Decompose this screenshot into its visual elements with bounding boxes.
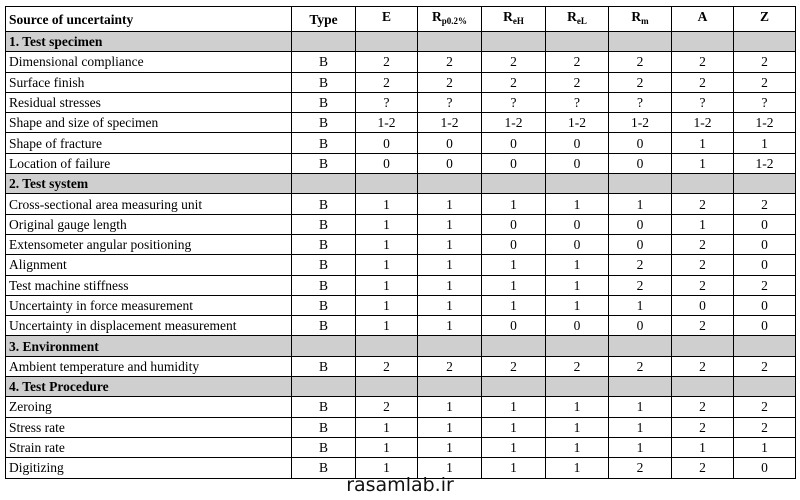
value-cell: 2 bbox=[734, 52, 796, 72]
col-header-rel: $R_{eL}$ bbox=[546, 7, 609, 32]
value-cell: 2 bbox=[546, 356, 609, 376]
value-cell: 1-2 bbox=[672, 113, 734, 133]
value-cell: 1 bbox=[482, 295, 546, 315]
value-cell: 1 bbox=[356, 194, 418, 214]
value-cell: 2 bbox=[356, 397, 418, 417]
section-blank-cell bbox=[546, 32, 609, 52]
value-cell: 1 bbox=[482, 275, 546, 295]
type-cell: B bbox=[292, 417, 356, 437]
type-cell: B bbox=[292, 234, 356, 254]
value-cell: 2 bbox=[546, 72, 609, 92]
value-cell: 2 bbox=[356, 52, 418, 72]
value-cell: 1 bbox=[734, 437, 796, 457]
value-cell: 1-2 bbox=[356, 113, 418, 133]
table-row bbox=[6, 417, 796, 437]
section-blank-cell bbox=[482, 174, 546, 194]
col-header-e: E bbox=[356, 7, 418, 32]
value-cell: 1 bbox=[482, 437, 546, 457]
table-row bbox=[6, 214, 796, 234]
source-cell: Residual stresses bbox=[6, 92, 292, 112]
section-title: 1. Test specimen bbox=[6, 32, 292, 52]
value-cell: 0 bbox=[418, 153, 482, 173]
value-cell: 1 bbox=[672, 133, 734, 153]
value-cell: 1 bbox=[418, 214, 482, 234]
value-cell: 0 bbox=[356, 133, 418, 153]
value-cell: 0 bbox=[734, 234, 796, 254]
value-cell: 1-2 bbox=[609, 113, 672, 133]
section-blank-cell bbox=[734, 174, 796, 194]
value-cell: 2 bbox=[672, 356, 734, 376]
section-blank-cell bbox=[672, 174, 734, 194]
type-cell: B bbox=[292, 194, 356, 214]
value-cell: 1 bbox=[356, 417, 418, 437]
value-cell: 1-2 bbox=[546, 113, 609, 133]
value-cell: 2 bbox=[609, 356, 672, 376]
value-cell: ? bbox=[418, 92, 482, 112]
value-cell: 1 bbox=[418, 316, 482, 336]
type-cell: B bbox=[292, 316, 356, 336]
col-header-reh: $R_{eH}$ bbox=[482, 7, 546, 32]
source-cell: Original gauge length bbox=[6, 214, 292, 234]
type-cell: B bbox=[292, 214, 356, 234]
value-cell: 2 bbox=[609, 458, 672, 478]
value-cell: 2 bbox=[672, 397, 734, 417]
value-cell: 1 bbox=[609, 437, 672, 457]
value-cell: 1 bbox=[672, 153, 734, 173]
value-cell: 0 bbox=[609, 234, 672, 254]
value-cell: 1-2 bbox=[418, 113, 482, 133]
source-header: Source of uncertainty bbox=[6, 7, 292, 32]
type-cell: B bbox=[292, 133, 356, 153]
type-cell: B bbox=[292, 92, 356, 112]
value-cell: 1 bbox=[418, 275, 482, 295]
value-cell: 2 bbox=[609, 255, 672, 275]
value-cell: 1 bbox=[356, 275, 418, 295]
value-cell: 2 bbox=[672, 275, 734, 295]
value-cell: 1-2 bbox=[734, 153, 796, 173]
value-cell: 1 bbox=[356, 458, 418, 478]
source-cell: Extensometer angular positioning bbox=[6, 234, 292, 254]
value-cell: 1 bbox=[609, 397, 672, 417]
value-cell: 2 bbox=[672, 234, 734, 254]
value-cell: 0 bbox=[734, 255, 796, 275]
col-header-rp02: $R_{p0.2\%}$ bbox=[418, 7, 482, 32]
table-row bbox=[6, 133, 796, 153]
value-cell: 2 bbox=[418, 52, 482, 72]
section-row bbox=[6, 377, 796, 397]
value-cell: 1 bbox=[546, 458, 609, 478]
value-cell: 1-2 bbox=[482, 113, 546, 133]
source-cell: Shape of fracture bbox=[6, 133, 292, 153]
section-blank-cell bbox=[734, 32, 796, 52]
value-cell: 1 bbox=[672, 214, 734, 234]
value-cell: 1 bbox=[482, 458, 546, 478]
value-cell: 0 bbox=[482, 153, 546, 173]
section-blank-cell bbox=[546, 336, 609, 356]
section-blank-cell bbox=[482, 377, 546, 397]
section-blank-cell bbox=[356, 377, 418, 397]
value-cell: 0 bbox=[482, 316, 546, 336]
value-cell: 0 bbox=[482, 214, 546, 234]
value-cell: 2 bbox=[356, 356, 418, 376]
value-cell: 1 bbox=[418, 194, 482, 214]
section-row bbox=[6, 32, 796, 52]
value-cell: 2 bbox=[609, 275, 672, 295]
table-header-row bbox=[6, 7, 796, 32]
table-row bbox=[6, 153, 796, 173]
value-cell: 1 bbox=[482, 417, 546, 437]
section-blank-cell bbox=[609, 32, 672, 52]
section-blank-cell bbox=[292, 32, 356, 52]
value-cell: 1 bbox=[546, 255, 609, 275]
table-row bbox=[6, 397, 796, 417]
value-cell: 2 bbox=[672, 255, 734, 275]
type-cell: B bbox=[292, 72, 356, 92]
value-cell: 2 bbox=[734, 275, 796, 295]
value-cell: 1 bbox=[356, 295, 418, 315]
value-cell: 1 bbox=[546, 275, 609, 295]
section-blank-cell bbox=[356, 174, 418, 194]
value-cell: 2 bbox=[734, 397, 796, 417]
value-cell: 2 bbox=[672, 52, 734, 72]
section-blank-cell bbox=[609, 336, 672, 356]
source-cell: Dimensional compliance bbox=[6, 52, 292, 72]
value-cell: ? bbox=[482, 92, 546, 112]
section-blank-cell bbox=[734, 377, 796, 397]
value-cell: ? bbox=[356, 92, 418, 112]
section-blank-cell bbox=[292, 174, 356, 194]
value-cell: 0 bbox=[546, 153, 609, 173]
value-cell: 2 bbox=[672, 194, 734, 214]
type-cell: B bbox=[292, 458, 356, 478]
value-cell: 2 bbox=[609, 52, 672, 72]
value-cell: 2 bbox=[672, 458, 734, 478]
value-cell: 1-2 bbox=[734, 113, 796, 133]
type-header: Type bbox=[292, 7, 356, 32]
value-cell: 0 bbox=[609, 316, 672, 336]
value-cell: 2 bbox=[734, 356, 796, 376]
value-cell: 1 bbox=[482, 194, 546, 214]
value-cell: 1 bbox=[418, 397, 482, 417]
value-cell: 2 bbox=[418, 72, 482, 92]
section-blank-cell bbox=[418, 174, 482, 194]
table-row bbox=[6, 295, 796, 315]
value-cell: 2 bbox=[546, 52, 609, 72]
value-cell: 2 bbox=[418, 356, 482, 376]
type-cell: B bbox=[292, 255, 356, 275]
type-cell: B bbox=[292, 295, 356, 315]
source-cell: Shape and size of specimen bbox=[6, 113, 292, 133]
table-row bbox=[6, 52, 796, 72]
value-cell: 0 bbox=[734, 214, 796, 234]
value-cell: 1 bbox=[482, 255, 546, 275]
value-cell: 1 bbox=[356, 437, 418, 457]
table-row bbox=[6, 234, 796, 254]
section-row bbox=[6, 174, 796, 194]
section-blank-cell bbox=[672, 377, 734, 397]
value-cell: 2 bbox=[482, 72, 546, 92]
source-cell: Uncertainty in displacement measurement bbox=[6, 316, 292, 336]
value-cell: 2 bbox=[734, 194, 796, 214]
section-blank-cell bbox=[672, 32, 734, 52]
value-cell: 0 bbox=[734, 458, 796, 478]
value-cell: 1 bbox=[546, 417, 609, 437]
value-cell: 1 bbox=[418, 234, 482, 254]
table-body bbox=[6, 32, 796, 479]
table-row bbox=[6, 92, 796, 112]
value-cell: 2 bbox=[482, 356, 546, 376]
value-cell: 2 bbox=[734, 417, 796, 437]
value-cell: 1 bbox=[609, 295, 672, 315]
value-cell: ? bbox=[672, 92, 734, 112]
value-cell: 0 bbox=[734, 295, 796, 315]
value-cell: 1 bbox=[609, 417, 672, 437]
table-row bbox=[6, 275, 796, 295]
source-cell: Uncertainty in force measurement bbox=[6, 295, 292, 315]
value-cell: 0 bbox=[418, 133, 482, 153]
source-cell: Stress rate bbox=[6, 417, 292, 437]
value-cell: 2 bbox=[672, 72, 734, 92]
section-blank-cell bbox=[546, 174, 609, 194]
value-cell: 2 bbox=[482, 52, 546, 72]
section-blank-cell bbox=[482, 336, 546, 356]
section-blank-cell bbox=[482, 32, 546, 52]
table-row bbox=[6, 194, 796, 214]
value-cell: 1 bbox=[482, 397, 546, 417]
section-blank-cell bbox=[356, 336, 418, 356]
col-header-z: Z bbox=[734, 7, 796, 32]
value-cell: 2 bbox=[356, 72, 418, 92]
section-blank-cell bbox=[546, 377, 609, 397]
value-cell: 0 bbox=[609, 214, 672, 234]
value-cell: 1 bbox=[356, 255, 418, 275]
section-blank-cell bbox=[609, 377, 672, 397]
source-cell: Location of failure bbox=[6, 153, 292, 173]
section-row bbox=[6, 336, 796, 356]
value-cell: 0 bbox=[609, 133, 672, 153]
source-cell: Surface finish bbox=[6, 72, 292, 92]
type-cell: B bbox=[292, 113, 356, 133]
section-title: 4. Test Procedure bbox=[6, 377, 292, 397]
value-cell: 0 bbox=[356, 153, 418, 173]
value-cell: 1 bbox=[546, 194, 609, 214]
value-cell: 1 bbox=[356, 234, 418, 254]
value-cell: 0 bbox=[546, 133, 609, 153]
value-cell: 1 bbox=[418, 458, 482, 478]
value-cell: ? bbox=[546, 92, 609, 112]
type-cell: B bbox=[292, 356, 356, 376]
value-cell: 1 bbox=[418, 295, 482, 315]
value-cell: 1 bbox=[546, 397, 609, 417]
type-cell: B bbox=[292, 437, 356, 457]
value-cell: 1 bbox=[418, 417, 482, 437]
section-blank-cell bbox=[734, 336, 796, 356]
uncertainty-table bbox=[5, 6, 796, 479]
type-cell: B bbox=[292, 52, 356, 72]
section-title: 3. Environment bbox=[6, 336, 292, 356]
value-cell: ? bbox=[734, 92, 796, 112]
value-cell: ? bbox=[609, 92, 672, 112]
value-cell: 1 bbox=[356, 316, 418, 336]
type-cell: B bbox=[292, 397, 356, 417]
value-cell: 0 bbox=[609, 153, 672, 173]
source-cell: Cross-sectional area measuring unit bbox=[6, 194, 292, 214]
value-cell: 1 bbox=[609, 194, 672, 214]
value-cell: 1 bbox=[546, 437, 609, 457]
value-cell: 0 bbox=[546, 316, 609, 336]
table-row bbox=[6, 316, 796, 336]
section-blank-cell bbox=[672, 336, 734, 356]
section-blank-cell bbox=[292, 336, 356, 356]
value-cell: 1 bbox=[546, 295, 609, 315]
table-row bbox=[6, 255, 796, 275]
value-cell: 0 bbox=[482, 234, 546, 254]
value-cell: 1 bbox=[418, 437, 482, 457]
section-blank-cell bbox=[609, 174, 672, 194]
section-blank-cell bbox=[418, 336, 482, 356]
value-cell: 2 bbox=[734, 72, 796, 92]
section-blank-cell bbox=[356, 32, 418, 52]
type-cell: B bbox=[292, 153, 356, 173]
value-cell: 1 bbox=[356, 214, 418, 234]
source-cell: Strain rate bbox=[6, 437, 292, 457]
value-cell: 0 bbox=[546, 214, 609, 234]
section-blank-cell bbox=[292, 377, 356, 397]
source-cell: Zeroing bbox=[6, 397, 292, 417]
section-blank-cell bbox=[418, 32, 482, 52]
value-cell: 0 bbox=[734, 316, 796, 336]
type-cell: B bbox=[292, 275, 356, 295]
section-title: 2. Test system bbox=[6, 174, 292, 194]
table-row bbox=[6, 113, 796, 133]
value-cell: 0 bbox=[546, 234, 609, 254]
source-cell: Ambient temperature and humidity bbox=[6, 356, 292, 376]
table-row bbox=[6, 356, 796, 376]
value-cell: 0 bbox=[482, 133, 546, 153]
col-header-a: A bbox=[672, 7, 734, 32]
source-cell: Alignment bbox=[6, 255, 292, 275]
source-cell: Digitizing bbox=[6, 458, 292, 478]
value-cell: 1 bbox=[734, 133, 796, 153]
value-cell: 0 bbox=[672, 295, 734, 315]
value-cell: 1 bbox=[418, 255, 482, 275]
value-cell: 2 bbox=[672, 316, 734, 336]
table-row bbox=[6, 72, 796, 92]
section-blank-cell bbox=[418, 377, 482, 397]
col-header-rm: $R_m$ bbox=[609, 7, 672, 32]
value-cell: 2 bbox=[609, 72, 672, 92]
value-cell: 2 bbox=[672, 417, 734, 437]
value-cell: 1 bbox=[672, 437, 734, 457]
source-cell: Test machine stiffness bbox=[6, 275, 292, 295]
table-row bbox=[6, 437, 796, 457]
watermark: rasamlab.ir bbox=[346, 474, 454, 496]
